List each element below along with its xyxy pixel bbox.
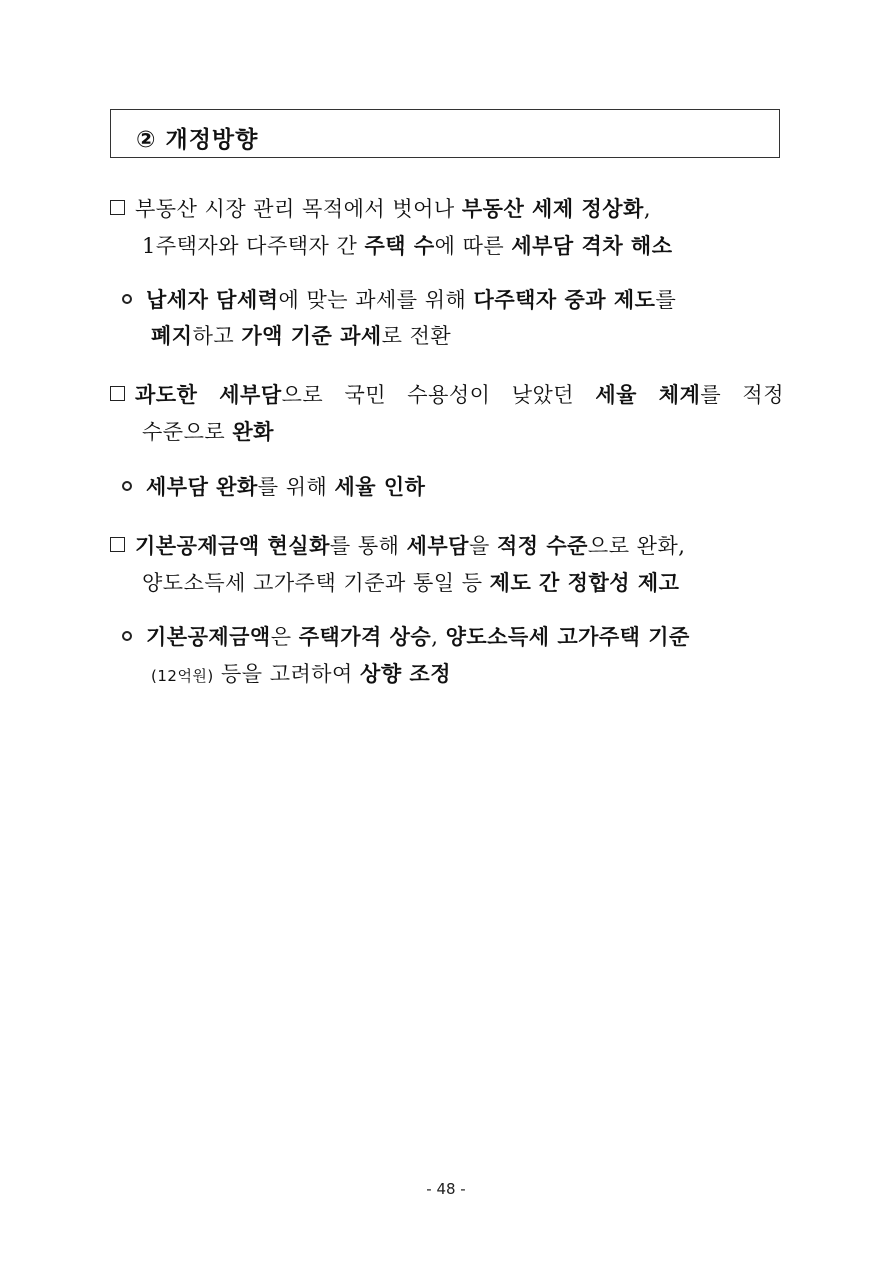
square-bullet-icon: [110, 537, 125, 552]
page-number: - 48 -: [426, 1180, 466, 1198]
square-bullet-icon: [110, 200, 125, 215]
bullet-0-line-0: 부동산 시장 관리 목적에서 벗어나 부동산 세제 정상화,: [110, 196, 784, 222]
section-title-text: 개정방향: [165, 127, 259, 153]
bullet-4-line-1: 양도소득세 고가주택 기준과 통일 등 제도 간 정합성 제고: [142, 571, 680, 595]
circle-bullet-icon: [122, 631, 132, 641]
bullet-2-line-0: 과도한 세부담으로 국민 수용성이 낮았던 세율 체계를 적정: [110, 382, 784, 408]
section-title: [136, 121, 258, 154]
square-bullet-icon: [110, 386, 125, 401]
section-number: ②: [136, 127, 157, 153]
sub-bullet-5-line-1: (12억원) 등을 고려하여 상향 조정: [151, 662, 451, 686]
circle-bullet-icon: [122, 481, 132, 491]
bullet-4-line-0: 기본공제금액 현실화를 통해 세부담을 적정 수준으로 완화,: [110, 533, 685, 559]
sub-bullet-1-line-0: 납세자 담세력에 맞는 과세를 위해 다주택자 중과 제도를: [122, 287, 676, 313]
sub-bullet-1-line-1: 폐지하고 가액 기준 과세로 전환: [151, 324, 452, 348]
circle-bullet-icon: [122, 294, 132, 304]
bullet-2-line-1: 수준으로 완화: [142, 420, 274, 444]
sub-bullet-3-line-0: 세부담 완화를 위해 세율 인하: [122, 474, 425, 500]
bullet-0-line-1: 1주택자와 다주택자 간 주택 수에 따른 세부담 격차 해소: [142, 234, 673, 258]
sub-bullet-5-line-0: 기본공제금액은 주택가격 상승, 양도소득세 고가주택 기준: [122, 624, 690, 650]
